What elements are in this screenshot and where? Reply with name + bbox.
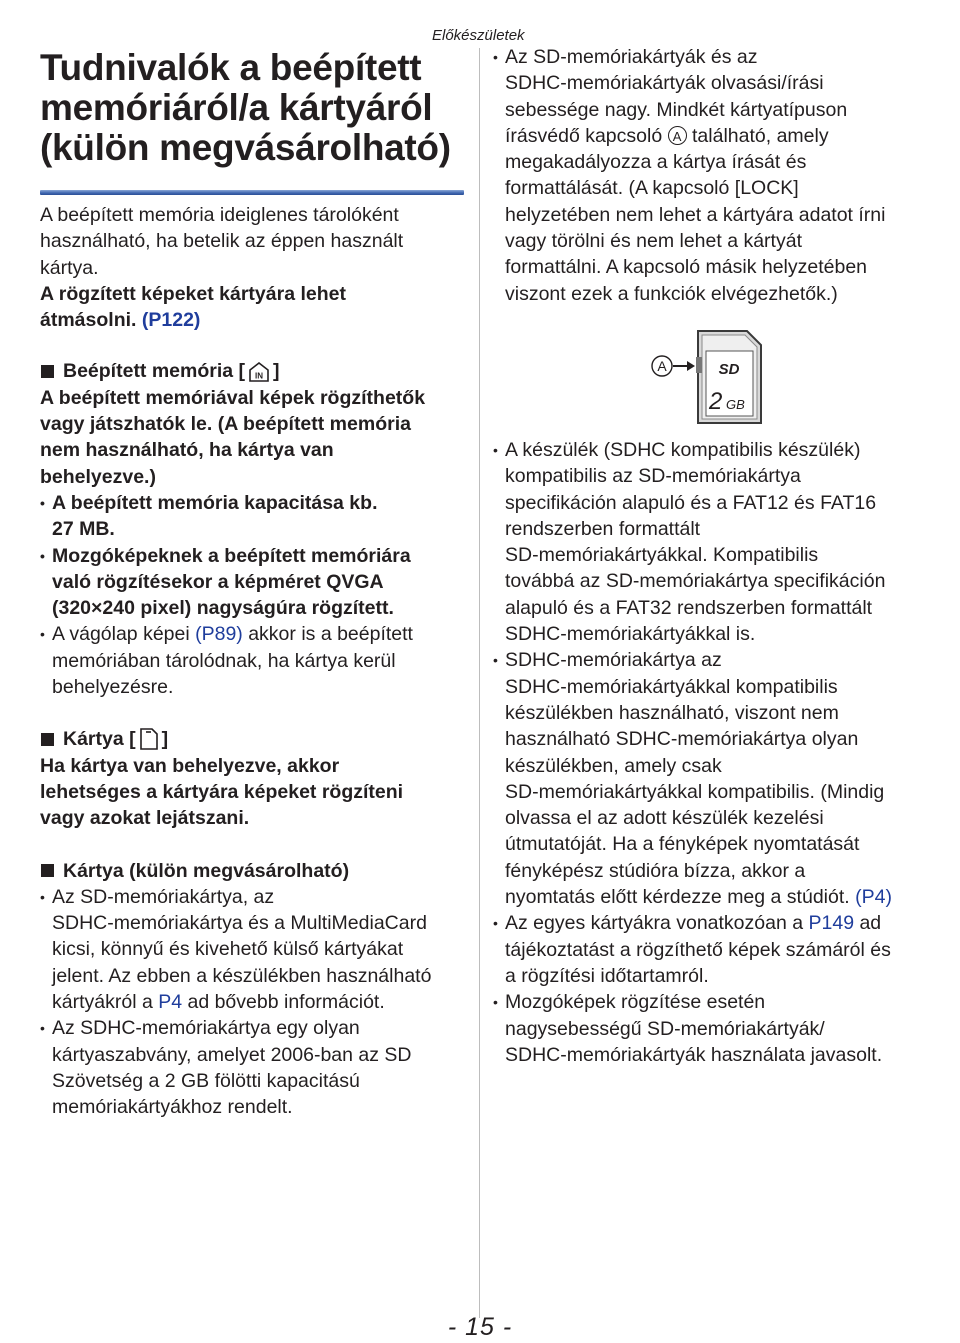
bullet-dot-icon: • <box>493 441 498 458</box>
sd-capacity-number: 2 <box>709 387 723 415</box>
title-line: (külön megvásárolható) <box>40 127 451 168</box>
bullet-dot-icon: • <box>40 547 45 564</box>
bullet-dot-icon: • <box>40 888 45 905</box>
bullet-line: rendszerben formattált <box>505 517 701 540</box>
bullet-text: akkor is a beépített <box>242 623 413 646</box>
square-bullet-icon <box>41 733 54 746</box>
heading-text: Kártya (külön megvásárolható) <box>63 859 350 882</box>
page-number: - 15 - <box>447 1313 513 1341</box>
bullet-line: SDHC-memóriakártya és a MultiMediaCard <box>52 912 427 935</box>
page-ref-link-p4[interactable]: (P4) <box>855 886 892 909</box>
bullet-line <box>505 123 933 149</box>
desc-line: behelyezve.) <box>40 465 156 488</box>
page-ref-link-p89[interactable]: (P89) <box>195 623 243 646</box>
bullet-line: 27 MB. <box>52 518 115 541</box>
bullet-line: tájékoztatást a rögzíthető képek számáról és <box>505 938 891 961</box>
bullet-line: kompatibilis az SD-memóriakártya <box>505 465 801 488</box>
bullet-line: Mozgóképeknek a beépített memóriára <box>52 544 411 567</box>
bullet-line: behelyezésre. <box>52 676 174 699</box>
intro-line: kártya. <box>40 256 99 279</box>
bullet-line: vagy törölni és nem lehet a kártyát <box>505 230 802 253</box>
bullet-line: sebessége nagy. Mindkét kártyatípuson <box>505 98 848 121</box>
bullet-line: SD-memóriakártyákkal kompatibilis. (Mindig <box>505 780 885 803</box>
bullet-line: SDHC-memóriakártyákkal kompatibilis <box>505 675 838 698</box>
bullet-line: Az SD-memóriakártyák és az <box>505 46 758 68</box>
bullet-text: található, amely <box>686 124 829 147</box>
bullet-dot-icon: • <box>493 652 498 669</box>
intro-copy-text: átmásolni. <box>40 309 142 332</box>
bullet-line: készülékben, amely csak <box>505 754 722 777</box>
bullet-line: olvassa el az adott készülék kezelési <box>505 807 824 830</box>
card-section <box>40 726 470 831</box>
bullet-line: helyzetében nem lehet a kártyára adatot írni <box>505 203 886 226</box>
bullet-line: memóriakártyákhoz rendelt. <box>52 1096 293 1119</box>
bullet-dot-icon: • <box>493 994 498 1011</box>
bullet-line: A készülék (SDHC kompatibilis készülék) <box>505 438 861 461</box>
builtin-memory-bullets <box>40 490 470 700</box>
card-icon <box>139 727 159 751</box>
bullet-dot-icon: • <box>40 494 45 511</box>
desc-line: nem használható, ha kártya van <box>40 439 334 462</box>
write-protect-switch <box>696 357 702 373</box>
bullet-line: specifikáción alapuló és a FAT12 és FAT16 <box>505 491 877 514</box>
section-header: Előkészületek <box>432 27 525 44</box>
marker-letter: A <box>672 128 682 144</box>
bullet-line: a rögzítési időtartamról. <box>505 964 709 987</box>
bullet-line: nagysebességű SD-memóriakártyák/ <box>505 1017 825 1040</box>
list-item <box>40 543 470 622</box>
list-item <box>493 647 933 910</box>
page-ref-link-p4[interactable]: P4 <box>158 991 183 1014</box>
bullet-line: útmutatóját. Ha a fényképek nyomtatását <box>505 833 860 856</box>
bullet-line: alapuló és a FAT32 rendszerben formattált <box>505 596 873 619</box>
builtin-memory-heading <box>40 358 470 384</box>
intro-line: használható, ha betelik az éppen használt <box>40 230 404 253</box>
desc-line: vagy azokat lejátszani. <box>40 807 250 830</box>
list-item <box>493 44 933 307</box>
bullet-line <box>505 910 933 936</box>
bullet-text: Az egyes kártyákra vonatkozóan a <box>505 912 809 935</box>
card-optional-bullets <box>40 884 470 1121</box>
bullet-dot-icon: • <box>493 915 498 932</box>
intro-line: A beépített memória ideiglenes tárolóként <box>40 204 399 226</box>
left-column <box>40 48 470 1121</box>
bullet-line: való rögzítésekor a képméret QVGA <box>52 570 384 593</box>
desc-line: A beépített memóriával képek rögzíthetők <box>40 386 426 409</box>
list-item <box>493 989 933 1068</box>
builtin-memory-icon-label: IN <box>255 371 264 381</box>
arrow-head-icon <box>687 361 695 371</box>
intro-paragraph <box>40 202 470 333</box>
bullet-line: memóriában tárolódnak, ha kártya kerül <box>52 649 396 672</box>
list-item <box>493 437 933 647</box>
bullet-line: SDHC-memóriakártyákkal is. <box>505 623 756 646</box>
bullet-line: (320×240 pixel) nagyságúra rögzített. <box>52 597 394 620</box>
intro-bold-line: A rögzített képeket kártyára lehet <box>40 282 346 305</box>
bullet-line: kicsi, könnyű és kivehető külső kártyákat <box>52 938 404 961</box>
bullet-line: használható SDHC-memóriakártya olyan <box>505 728 859 751</box>
card-description <box>40 753 470 832</box>
intro-bold-line <box>40 307 470 333</box>
right-bullets-top <box>493 44 933 307</box>
right-bullets-bottom <box>493 437 933 1068</box>
bullet-line: fényképész stúdióra bízza, akkor a <box>505 859 806 882</box>
title-underline <box>40 190 464 195</box>
heading-text: Beépített memória [ <box>63 360 246 383</box>
bullet-dot-icon: • <box>40 626 45 643</box>
bullet-line <box>52 621 470 647</box>
page-title <box>40 48 470 168</box>
heading-text: Kártya [ <box>63 728 136 751</box>
page-ref-link-p122[interactable]: (P122) <box>141 309 201 332</box>
square-bullet-icon <box>41 864 54 877</box>
bullet-text: kártyákról a <box>52 991 159 1014</box>
bullet-text: A vágólap képei <box>52 623 196 646</box>
bullet-line: SDHC-memóriakártyák használata javasolt. <box>505 1043 883 1066</box>
bullet-line: formattálni. A kapcsoló másik helyzetében <box>505 256 868 279</box>
card-optional-heading <box>40 858 470 884</box>
bullet-dot-icon: • <box>40 1020 45 1037</box>
bullet-line: Mozgóképek rögzítése esetén <box>505 991 766 1014</box>
title-line: memóriáról/a kártyáról <box>40 87 433 128</box>
bullet-line: megakadályozza a kártya írását és <box>505 151 807 174</box>
page-ref-link-p149[interactable]: P149 <box>808 912 855 935</box>
right-column <box>493 44 933 1068</box>
bullet-dot-icon: • <box>493 49 498 65</box>
bullet-line: A beépített memória kapacitása kb. <box>52 491 378 514</box>
bullet-line: Az SDHC-memóriakártya egy olyan <box>52 1017 360 1040</box>
bullet-line <box>505 884 933 910</box>
bullet-line: Szövetség a 2 GB fölötti kapacitású <box>52 1069 360 1092</box>
list-item <box>40 490 470 543</box>
list-item <box>493 910 933 989</box>
builtin-memory-icon <box>248 361 270 383</box>
square-bullet-icon <box>41 365 54 378</box>
title-line: Tudnivalók a beépített <box>40 47 422 88</box>
bullet-line: jelent. Az ebben a készülékben használható <box>52 964 432 987</box>
sd-capacity-unit: GB <box>726 396 745 412</box>
bullet-line: Az SD-memóriakártya, az <box>52 885 275 908</box>
bullet-text: ad <box>854 912 882 935</box>
bullet-line: készülékben használható, viszont nem <box>505 701 839 724</box>
bullet-line: viszont ezek a funkciók elvégezhetők.) <box>505 282 838 305</box>
marker-a-icon <box>668 126 687 145</box>
desc-line: vagy játszhatók le. (A beépített memória <box>40 413 411 436</box>
heading-text: ] <box>161 728 169 751</box>
bullet-text: írásvédő kapcsoló <box>505 124 668 147</box>
bullet-text: nyomtatás előtt kérdezze meg a stúdiót. <box>505 886 856 909</box>
list-item <box>40 621 470 700</box>
list-item <box>40 884 470 1015</box>
bullet-line: kártyaszabvány, amelyet 2006-ban az SD <box>52 1043 412 1066</box>
card-optional-section <box>40 858 470 1121</box>
desc-line: Ha kártya van behelyezve, akkor <box>40 754 340 777</box>
bullet-line: SDHC-memóriakártya az <box>505 649 722 672</box>
bullet-line <box>52 989 470 1015</box>
list-item <box>40 1015 470 1120</box>
desc-line: lehetséges a kártyára képeket rögzíteni <box>40 780 404 803</box>
card-heading <box>40 726 470 752</box>
bullet-line: továbbá az SD-memóriakártya specifikáción <box>505 570 886 593</box>
sd-logo-text: SD <box>718 360 740 378</box>
sd-card-figure <box>493 329 933 435</box>
sd-card-illustration <box>643 329 943 435</box>
figure-marker-a: A <box>657 357 667 374</box>
builtin-memory-section <box>40 358 470 700</box>
bullet-line: SDHC-memóriakártyák olvasási/írási <box>505 72 824 95</box>
bullet-line: SD-memóriakártyákkal. Kompatibilis <box>505 544 819 567</box>
bullet-text: ad bővebb információt. <box>182 991 385 1014</box>
column-divider <box>479 48 480 1318</box>
heading-text: ] <box>273 360 280 383</box>
bullet-line: formattálását. (A kapcsoló [LOCK] <box>505 177 799 200</box>
builtin-memory-description <box>40 385 470 490</box>
